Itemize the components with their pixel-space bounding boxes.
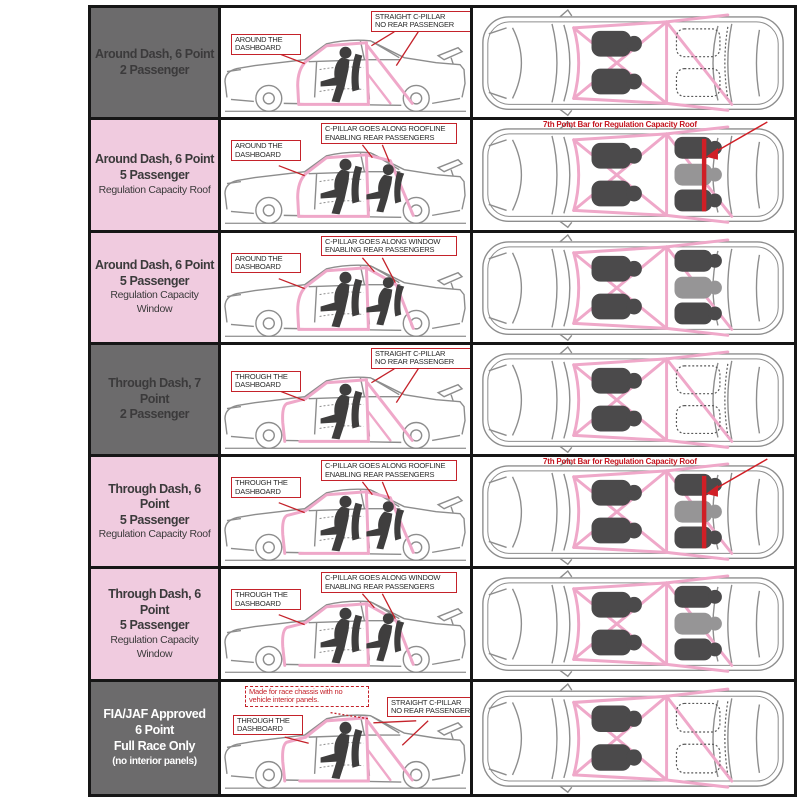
diagram-table — [88, 5, 797, 797]
dashboard-annotation-box: AROUND THE DASHBOARD — [231, 34, 301, 55]
top-view-illustration — [473, 682, 794, 794]
row-label-line1: Around Dash, 6 Point — [94, 47, 215, 62]
row-label-line1: Through Dash, 7 Point — [108, 376, 201, 406]
row-label-line1: FIA/JAF Approved — [103, 707, 206, 722]
c-pillar-annotation-line1: STRAIGHT C-PILLAR — [391, 697, 462, 707]
dashboard-annotation-box: AROUND THE DASHBOARD — [231, 253, 301, 274]
through-dash-bar — [283, 737, 306, 781]
row-label-line3: Regulation Capacity Roof — [98, 183, 211, 196]
row-label-line3: Regulation Capacity Window — [110, 633, 199, 660]
top-view-cell — [473, 457, 794, 566]
driver-figure — [321, 159, 363, 215]
top-view-cell — [473, 120, 794, 229]
rear-passengers-top — [674, 586, 721, 661]
top-view-illustration — [473, 120, 794, 229]
row-label-line2: 6 Point — [135, 722, 174, 737]
row-label-line2: 2 Passenger — [119, 62, 190, 77]
car-top-outline — [483, 684, 783, 792]
through-dash-bar — [283, 398, 306, 441]
through-dash-bar — [283, 623, 306, 666]
driver-figure — [321, 47, 363, 103]
c-pillar-annotation-line2: ENABLING REAR PASSENGERS — [325, 469, 435, 479]
car-top-outline — [483, 10, 783, 115]
driver-figure — [321, 722, 363, 779]
row-label-line3: Regulation Capacity Window — [110, 289, 199, 315]
rear-passengers-top — [674, 137, 721, 212]
side-view-cell — [221, 233, 473, 342]
top-view-illustration — [473, 8, 794, 117]
diagram-row-3 — [91, 233, 794, 345]
dashboard-annotation-box: THROUGH THE DASHBOARD — [231, 477, 301, 498]
top-view-cell — [473, 569, 794, 678]
row-label-line3: Regulation Capacity Roof — [98, 528, 211, 541]
row-label-cell — [91, 233, 221, 342]
row-label-line2: 5 Passenger — [119, 512, 190, 527]
dashboard-annotation-box: THROUGH THE DASHBOARD — [231, 371, 301, 392]
diagram-row-2 — [91, 120, 794, 232]
driver-figure — [321, 496, 363, 552]
car-top-outline — [483, 122, 783, 227]
c-pillar-annotation-box — [321, 572, 457, 593]
c-pillar-annotation-box — [321, 460, 457, 481]
row-label-line1: Around Dash, 6 Point — [94, 257, 215, 272]
c-pillar-annotation-line1: STRAIGHT C-PILLAR — [375, 348, 446, 358]
c-pillar-annotation-box — [321, 236, 457, 257]
row-label-cell — [91, 8, 221, 117]
row-label-line1: Through Dash, 6 Point — [108, 481, 201, 512]
c-pillar-annotation-line1: C-PILLAR GOES ALONG WINDOW — [325, 236, 441, 246]
car-top-outline — [483, 235, 783, 340]
c-pillar-annotation-line1: STRAIGHT C-PILLAR — [375, 12, 446, 21]
diagram-row-1 — [91, 8, 794, 120]
seventh-point-bar-note: 7th Point Bar for Regulation Capacity Roof — [543, 120, 697, 130]
diagram-row-4 — [91, 345, 794, 457]
c-pillar-annotation-box — [387, 697, 473, 718]
seventh-point-bar-note: 7th Point Bar for Regulation Capacity Roof — [543, 457, 697, 467]
row-label-line1: Through Dash, 6 Point — [108, 586, 201, 617]
rear-passengers-top — [674, 249, 721, 324]
straight-c-pillar-bar — [367, 46, 412, 104]
row-label-cell — [91, 457, 221, 566]
side-view-cell — [221, 120, 473, 229]
c-pillar-annotation-box — [371, 348, 471, 369]
around-dash-bar — [298, 174, 306, 217]
c-pillar-annotation-line2: ENABLING REAR PASSENGERS — [325, 244, 435, 254]
dashboard-annotation-box: THROUGH THE DASHBOARD — [231, 589, 301, 610]
c-pillar-annotation-line2: ENABLING REAR PASSENGERS — [325, 581, 435, 591]
c-pillar-annotation-line2: NO REAR PASSENGER — [375, 357, 454, 367]
row-label-cell — [91, 682, 221, 794]
row-label-line2: 2 Passenger — [119, 407, 190, 422]
row-label-line2: 5 Passenger — [119, 168, 190, 183]
top-view-cell — [473, 682, 794, 794]
top-view-illustration — [473, 345, 794, 454]
top-view-illustration — [473, 233, 794, 342]
diagram-row-5 — [91, 457, 794, 569]
diagram-row-7 — [91, 682, 794, 794]
c-pillar-annotation-line2: NO REAR PASSENGER — [375, 20, 454, 30]
top-view-illustration — [473, 457, 794, 566]
c-pillar-annotation-box — [371, 11, 471, 32]
car-top-outline — [483, 459, 783, 564]
around-dash-bar — [298, 286, 306, 329]
row-label-cell — [91, 569, 221, 678]
car-top-outline — [483, 347, 783, 452]
c-pillar-annotation-line1: C-PILLAR GOES ALONG WINDOW — [325, 573, 441, 583]
race-note-box: Made for race chassis with no vehicle interior panels. — [245, 686, 369, 707]
c-pillar-annotation-line2: NO REAR PASSENGER — [391, 706, 470, 716]
diagram-row-6 — [91, 569, 794, 681]
dashboard-annotation-box: THROUGH THE DASHBOARD — [233, 715, 303, 736]
side-view-cell — [221, 8, 473, 117]
around-dash-bar — [298, 62, 306, 105]
straight-c-pillar-bar — [367, 720, 412, 779]
row-label-cell — [91, 345, 221, 454]
c-pillar-annotation-line2: ENABLING REAR PASSENGERS — [325, 132, 435, 142]
row-label-line3: Full Race Only — [113, 739, 196, 754]
side-view-cell — [221, 682, 473, 794]
side-view-cell — [221, 569, 473, 678]
c-pillar-annotation-line1: C-PILLAR GOES ALONG ROOFLINE — [325, 461, 446, 471]
dashboard-annotation-box: AROUND THE DASHBOARD — [231, 140, 301, 161]
top-view-cell — [473, 345, 794, 454]
row-label-line4: (no interior panels) — [112, 755, 197, 767]
top-view-cell — [473, 8, 794, 117]
driver-figure — [321, 384, 363, 440]
driver-figure — [321, 608, 363, 664]
row-label-line2: 5 Passenger — [119, 273, 190, 288]
rear-passengers-top — [674, 474, 721, 549]
top-view-illustration — [473, 569, 794, 678]
top-view-cell — [473, 233, 794, 342]
c-pillar-annotation-box — [321, 123, 457, 144]
side-view-cell — [221, 345, 473, 454]
row-label-line2: 5 Passenger — [119, 618, 190, 633]
c-pillar-annotation-line1: C-PILLAR GOES ALONG ROOFLINE — [325, 124, 446, 134]
row-label-cell — [91, 120, 221, 229]
row-label-line1: Around Dash, 6 Point — [94, 152, 215, 167]
driver-figure — [321, 271, 363, 327]
car-top-outline — [483, 571, 783, 676]
straight-c-pillar-bar — [367, 383, 412, 441]
through-dash-bar — [283, 511, 306, 554]
side-view-cell — [221, 457, 473, 566]
